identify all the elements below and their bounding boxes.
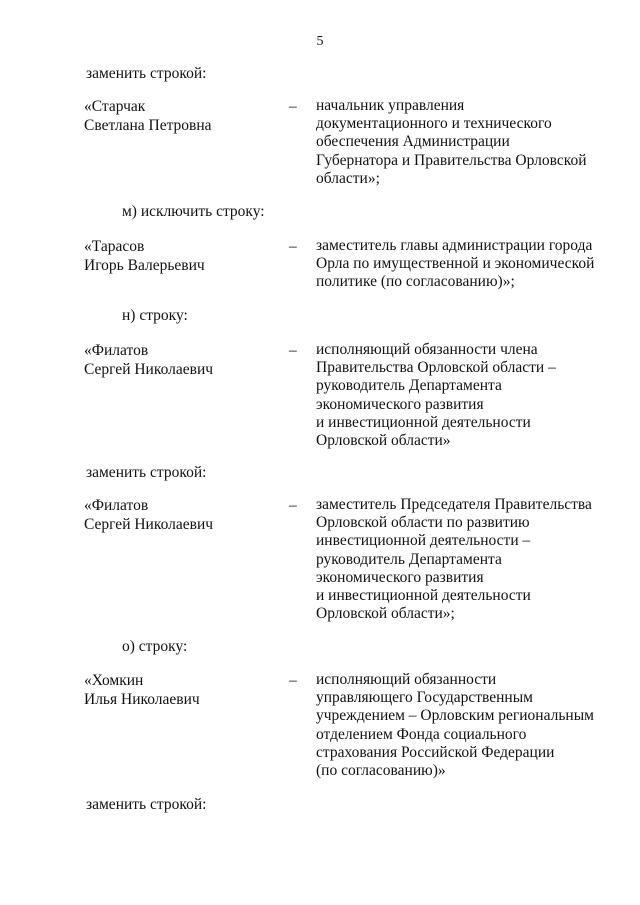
entry-khomkin (84, 671, 624, 791)
given-names: Илья Николаевич (84, 691, 200, 708)
entry-name (84, 496, 284, 534)
page-number: 5 (316, 34, 324, 49)
instruction-replace-3: заменить строкой: (86, 796, 207, 813)
position-line: Правительства Орловской области – (316, 359, 556, 377)
dash: – (289, 342, 297, 359)
entry-name (84, 341, 284, 379)
instruction-item-m: м) исключить строку: (122, 203, 265, 220)
position-line: Орловской области» (316, 432, 451, 450)
position-line: учреждением – Орловским региональным (316, 707, 594, 725)
position-line: (по согласованию)» (316, 762, 446, 780)
position-line: экономического развития (316, 568, 484, 586)
position-line: экономического развития (316, 395, 484, 413)
position-line: и инвестиционной деятельности (316, 587, 531, 605)
position-line: политике (по согласованию)»; (316, 273, 515, 291)
instruction-item-o: о) строку: (122, 638, 188, 655)
surname: «Хомкин (84, 672, 144, 689)
position-line: начальник управления (316, 97, 465, 114)
entry-tarasov (84, 237, 624, 357)
position-line: и инвестиционной деятельности (316, 413, 531, 431)
given-names: Игорь Валерьевич (84, 257, 205, 274)
entry-filatov-new (84, 496, 624, 623)
position-line: исполняющий обязанности члена (316, 341, 538, 358)
entry-name (84, 97, 284, 135)
dash: – (289, 238, 297, 255)
given-names: Сергей Николаевич (84, 516, 214, 533)
position-line: Орла по имущественной и экономической (316, 255, 595, 273)
entry-position (316, 97, 616, 188)
position-line: обеспечения Администрации (316, 133, 510, 151)
given-names: Светлана Петровна (84, 117, 212, 134)
position-line: Орловской области по развитию (316, 514, 530, 532)
entry-starchak (84, 97, 624, 217)
dash: – (289, 98, 297, 115)
position-line: заместитель Председателя Правительства (316, 496, 592, 513)
surname: «Филатов (84, 342, 149, 359)
entry-name (84, 671, 284, 709)
position-line: области»; (316, 169, 380, 187)
position-line: документационного и технического (316, 115, 552, 133)
surname: «Филатов (84, 497, 149, 514)
entry-filatov-old (84, 341, 624, 461)
entry-position (316, 237, 616, 292)
instruction-item-n: н) строку: (122, 307, 188, 324)
position-line: Орловской области»; (316, 605, 455, 623)
given-names: Сергей Николаевич (84, 361, 214, 378)
instruction-replace-2: заменить строкой: (86, 464, 207, 481)
position-line: руководитель Департамента (316, 550, 502, 568)
entry-position (316, 496, 616, 623)
position-line: руководитель Департамента (316, 377, 502, 395)
surname: «Старчак (84, 98, 146, 115)
entry-position (316, 671, 616, 780)
dash: – (289, 672, 297, 689)
instruction-replace-1: заменить строкой: (86, 65, 207, 82)
entry-name (84, 237, 284, 275)
entry-position (316, 341, 616, 450)
position-line: страхования Российской Федерации (316, 743, 555, 761)
position-line: отделением Фонда социального (316, 725, 527, 743)
surname: «Тарасов (84, 238, 145, 255)
position-line: заместитель главы администрации города (316, 237, 593, 254)
position-line: исполняющий обязанности (316, 671, 497, 688)
position-line: инвестиционной деятельности – (316, 532, 531, 550)
dash: – (289, 497, 297, 514)
position-line: Губернатора и Правительства Орловской (316, 151, 587, 169)
position-line: управляющего Государственным (316, 689, 533, 707)
